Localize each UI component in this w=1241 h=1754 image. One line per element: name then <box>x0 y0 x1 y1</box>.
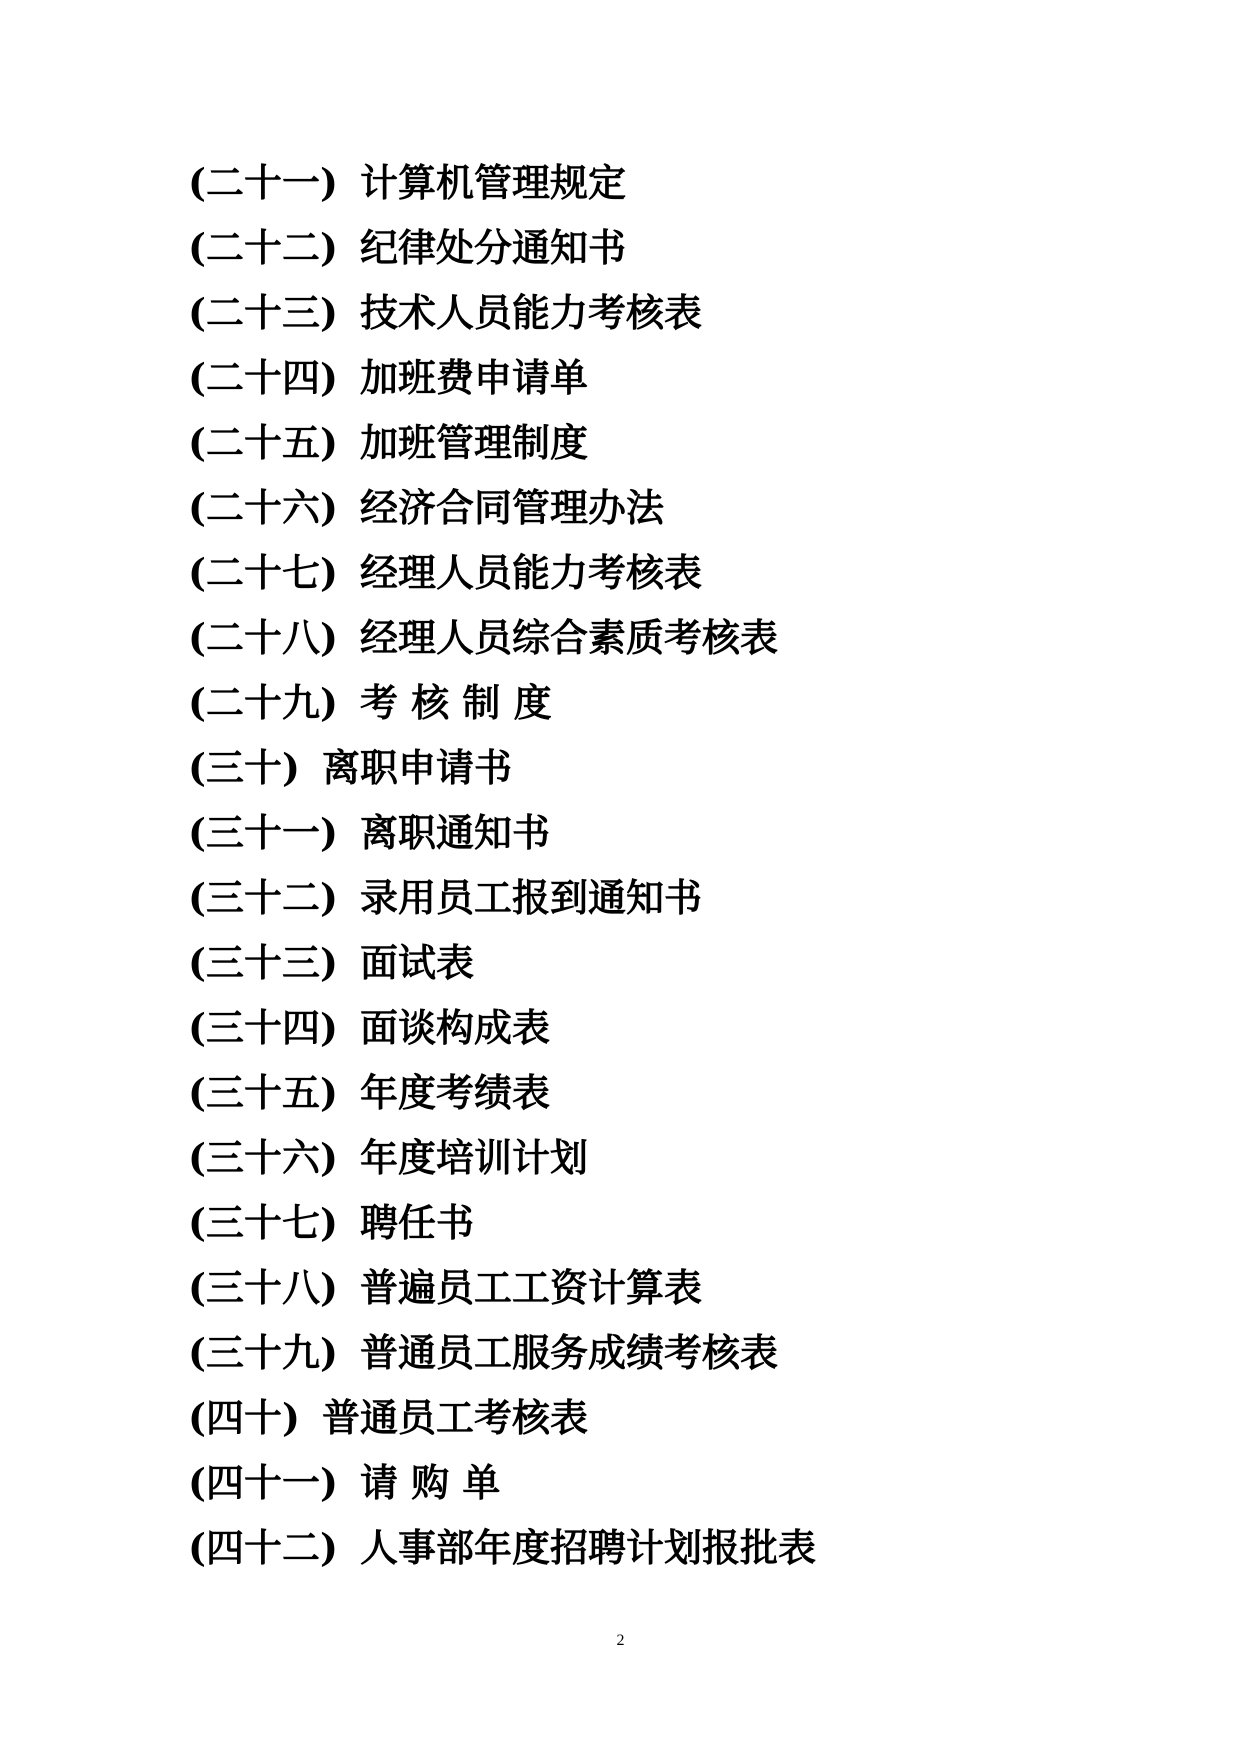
entry-number: (三十二) <box>188 875 338 920</box>
entry-number: (三十一) <box>188 810 338 855</box>
toc-entry <box>188 280 1188 345</box>
entry-title: 普通员工考核表 <box>321 1395 588 1440</box>
entry-number: (二十九) <box>188 680 338 725</box>
entry-title: 纪律处分通知书 <box>359 225 626 270</box>
entry-title: 加班费申请单 <box>359 355 588 400</box>
entry-number: (三十七) <box>188 1200 338 1245</box>
entry-title: 请 购 单 <box>359 1460 501 1505</box>
toc-entry <box>188 930 1188 995</box>
toc-entry <box>188 605 1188 670</box>
entry-number: (四十) <box>188 1395 300 1440</box>
page-number: 2 <box>616 1632 625 1649</box>
toc-entry <box>188 800 1188 865</box>
entry-number: (四十一) <box>188 1460 338 1505</box>
entry-number: (三十八) <box>188 1265 338 1310</box>
toc-entry <box>188 1515 1188 1580</box>
toc-entry <box>188 865 1188 930</box>
entry-title: 离职通知书 <box>359 810 550 855</box>
toc-entry <box>188 1450 1188 1515</box>
table-of-contents <box>188 150 1188 1580</box>
entry-title: 年度培训计划 <box>359 1135 588 1180</box>
toc-entry <box>188 410 1188 475</box>
entry-number: (二十三) <box>188 290 338 335</box>
entry-number: (三十九) <box>188 1330 338 1375</box>
toc-entry <box>188 475 1188 540</box>
entry-title: 技术人员能力考核表 <box>359 290 702 335</box>
entry-number: (四十二) <box>188 1525 338 1570</box>
toc-entry <box>188 540 1188 605</box>
entry-number: (三十五) <box>188 1070 338 1115</box>
entry-title: 聘任书 <box>359 1200 474 1245</box>
entry-title: 计算机管理规定 <box>359 160 626 205</box>
entry-number: (二十四) <box>188 355 338 400</box>
toc-entry <box>188 1320 1188 1385</box>
toc-entry <box>188 1060 1188 1125</box>
toc-entry <box>188 1125 1188 1190</box>
entry-title: 年度考绩表 <box>359 1070 550 1115</box>
toc-entry <box>188 670 1188 735</box>
entry-number: (三十三) <box>188 940 338 985</box>
entry-number: (三十) <box>188 745 300 790</box>
entry-title: 普通员工服务成绩考核表 <box>359 1330 778 1375</box>
toc-entry <box>188 150 1188 215</box>
entry-title: 录用员工报到通知书 <box>359 875 702 920</box>
entry-title: 面试表 <box>359 940 474 985</box>
entry-title: 离职申请书 <box>321 745 512 790</box>
toc-entry <box>188 995 1188 1060</box>
entry-number: (二十六) <box>188 485 338 530</box>
toc-entry <box>188 1190 1188 1255</box>
entry-title: 面谈构成表 <box>359 1005 550 1050</box>
toc-entry <box>188 735 1188 800</box>
entry-number: (二十七) <box>188 550 338 595</box>
entry-title: 人事部年度招聘计划报批表 <box>359 1525 816 1570</box>
entry-number: (二十五) <box>188 420 338 465</box>
entry-number: (三十六) <box>188 1135 338 1180</box>
entry-number: (二十一) <box>188 160 338 205</box>
entry-title: 普遍员工工资计算表 <box>359 1265 702 1310</box>
entry-title: 经济合同管理办法 <box>359 485 664 530</box>
entry-title: 经理人员能力考核表 <box>359 550 702 595</box>
entry-title: 加班管理制度 <box>359 420 588 465</box>
toc-entry <box>188 215 1188 280</box>
toc-entry <box>188 1385 1188 1450</box>
entry-title: 经理人员综合素质考核表 <box>359 615 778 660</box>
toc-entry <box>188 1255 1188 1320</box>
entry-number: (二十二) <box>188 225 338 270</box>
entry-number: (二十八) <box>188 615 338 660</box>
entry-title: 考 核 制 度 <box>359 680 552 725</box>
entry-number: (三十四) <box>188 1005 338 1050</box>
toc-entry <box>188 345 1188 410</box>
